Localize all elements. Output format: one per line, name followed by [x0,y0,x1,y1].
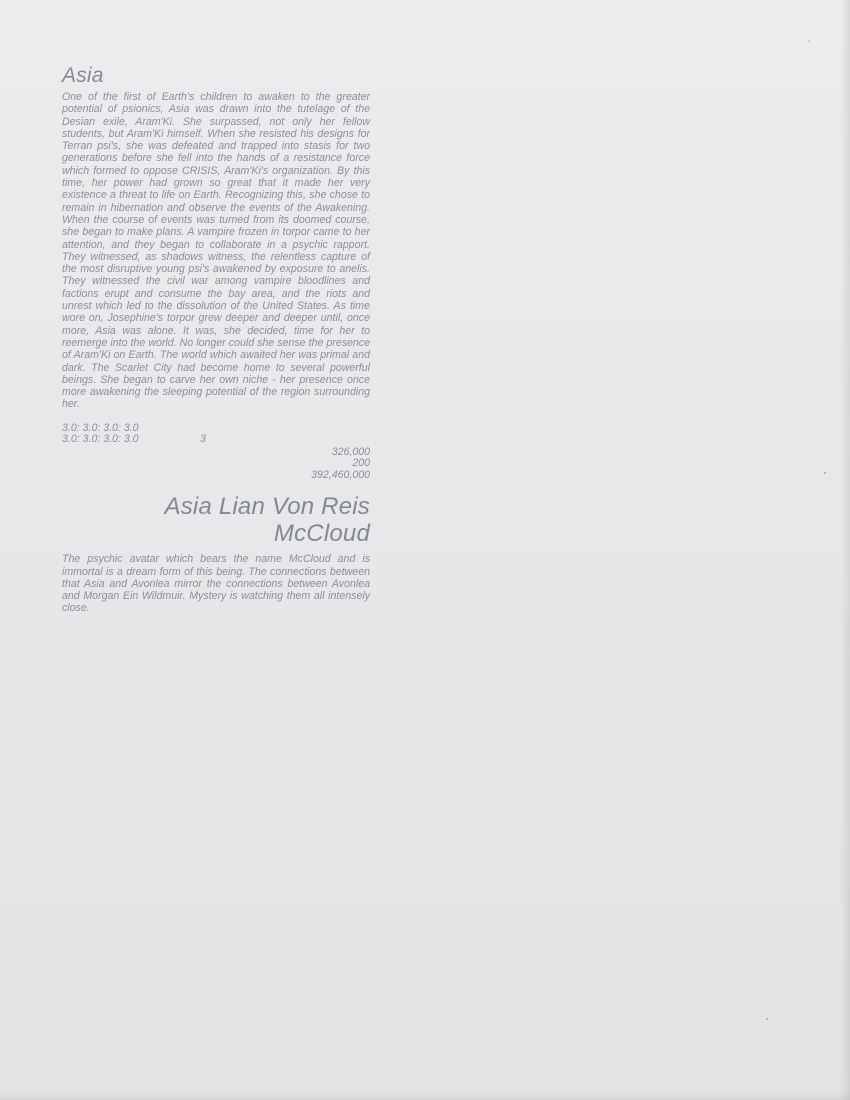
full-name-line-1: Asia Lian Von Reis [164,493,370,521]
figure-value: 200 [352,457,370,470]
stats-row [62,434,370,445]
section-title-full-name [62,493,370,547]
mccloud-description: The psychic avatar which bears the name McCloud and is immortal is a dream form of this being. The connections between that Asia and Avonlea mirror the connections between Avonlea and Morgan Ein Wildmuir. Mystery is watching them all intensely close. [62,553,370,615]
figure-value: 326,000 [331,445,370,458]
scan-speck [824,472,826,474]
figures-block [62,447,370,482]
text-column [62,64,370,615]
asia-description: One of the first of Earth's children to awaken to the greater potential of psionics, Asia was drawn into the tutelage of the Desian exile, Aram'Ki. She surpassed, not only her fellow students, but Aram'Ki himself. When she resisted his designs for Terran psi's, she was defeated and trapped into stasis for two generations before she fell into the hands of a resistance force which formed to oppose CRISIS, Aram'Ki's organization. By this time, her power had grown so great that it made her very existence a threat to life on Earth. Recognizing this, she chose to remain in hibernation and observe the events of the Awakening. When the course of events was turned from its doomed course, she began to make plans. A vampire frozen in torpor came to her attention, and they began to collaborate in a psychic rapport. They witnessed, as shadows witness, the relentless capture of the most disruptive young psi's awakened by exposure to anelis. They witnessed the civil war among vampire bloodlines and factions erupt and consume the bay area, and the riots and unrest which led to the dissolution of the United States. As time wore on, Josephine's torpor grew deeper and deeper until, once more, Asia was alone. It was, she decided, time for her to reemerge into the world. No longer could she sense the presence of Aram'Ki on Earth. The world which awaited her was primal and dark. The Scarlet City had become home to several powerful beings. She began to carve her own niche - her presence once more awakening the sleeping potential of the region surrounding her. [62,91,370,411]
page-edge-shadow-bottom [0,1092,850,1100]
stats-extra-value: 3 [200,432,206,445]
stats-line-1: 3.0: 3.0: 3.0: 3.0 [62,421,139,434]
full-name-line-2: McCloud [273,520,370,548]
section-title-asia: Asia [62,64,104,87]
page-edge-shadow-right [840,0,850,1100]
scan-speck [808,40,810,42]
scan-speck [766,1018,768,1020]
stats-line-2: 3.0: 3.0: 3.0: 3.0 [62,432,139,445]
stats-block [62,423,370,445]
figure-value: 392,460,000 [311,468,370,481]
